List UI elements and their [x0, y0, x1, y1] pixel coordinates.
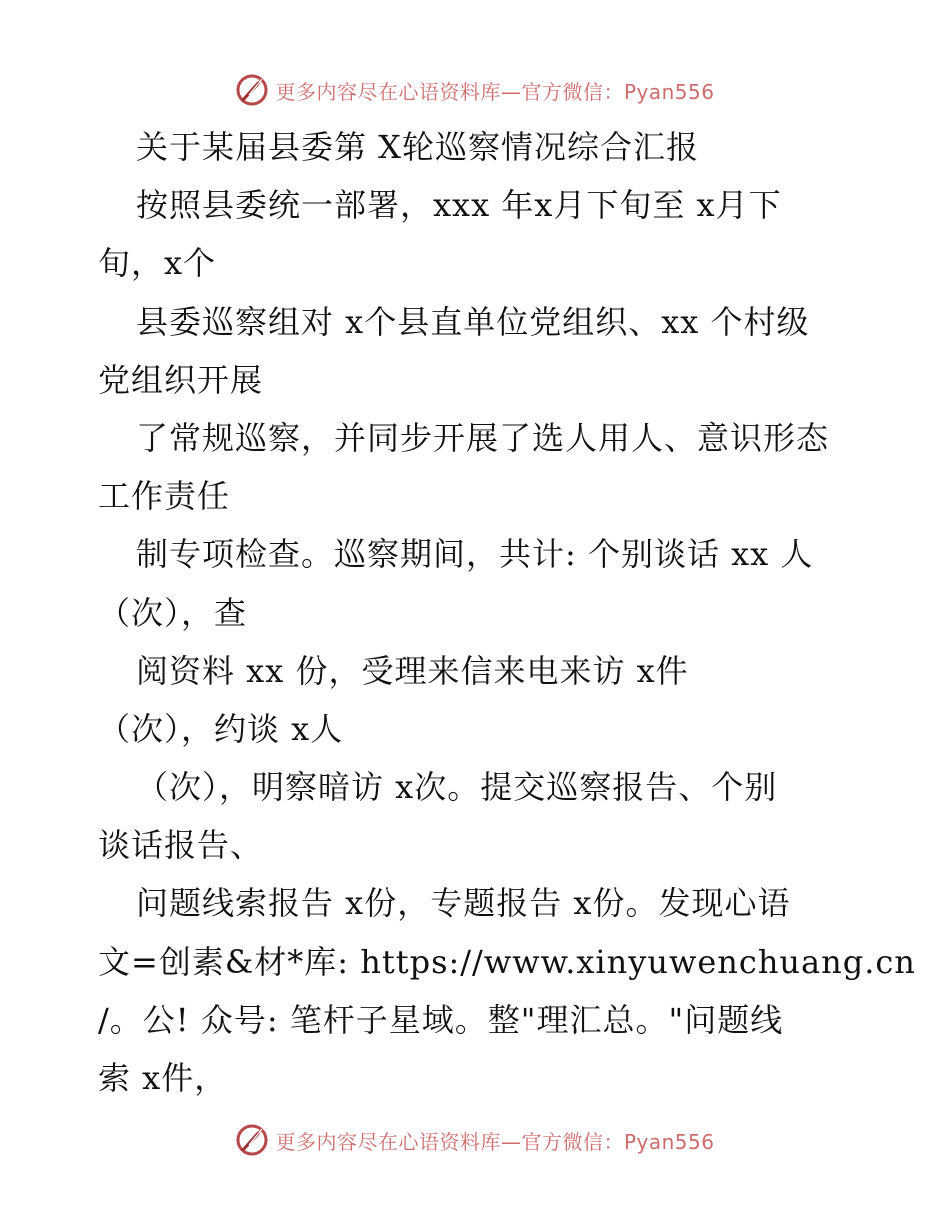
paragraph-line: 制专项检查。巡察期间，共计: 个别谈话 xx 人 — [136, 535, 814, 574]
footer-watermark-banner — [0, 1120, 950, 1160]
quill-pen-logo-icon — [235, 1123, 269, 1157]
paragraph-line: 工作责任 — [98, 477, 231, 516]
document-body — [98, 118, 916, 1107]
paragraph-line: （次），明察暗访 x次。提交巡察报告、个别 — [136, 768, 778, 807]
paragraph-line: 阅资料 xx 份，受理来信来电来访 x件 — [136, 651, 689, 690]
paragraph-line: 问题线索报告 x份，专题报告 x份。发现心语 — [136, 884, 791, 923]
quill-pen-logo-icon — [235, 73, 269, 107]
paragraph-line: （次），查 — [98, 593, 248, 632]
paragraph-line: 县委巡察组对 x个县直单位党组织、xx 个村级 — [136, 302, 810, 341]
watermark-text: 更多内容尽在心语资料库—官方微信：Pyan556 — [275, 1129, 715, 1154]
paragraph-line: 索 x件， — [98, 1059, 228, 1097]
paragraph-line: 旬，x个 — [98, 244, 217, 283]
watermark-text: 更多内容尽在心语资料库—官方微信：Pyan556 — [275, 79, 715, 104]
paragraph-line: /。公! 众号: 笔杆子星域。整"理汇总。"问题线 — [98, 1000, 784, 1039]
paragraph-line: 了常规巡察，并同步开展了选人用人、意识形态 — [136, 418, 830, 457]
paragraph-line: 谈话报告、 — [98, 826, 264, 865]
paragraph-line: （次），约谈 x人 — [98, 709, 344, 748]
paragraph-line: 文=创素&材*库: https://www.xinyuwenchuang.cn — [98, 942, 916, 981]
document-title: 关于某届县委第 X轮巡察情况综合汇报 — [136, 128, 699, 166]
header-watermark-banner — [0, 70, 950, 110]
paragraph-line: 党组织开展 — [98, 360, 264, 399]
paragraph-line: 按照县委统一部署，xxx 年x月下旬至 x月下 — [136, 186, 782, 225]
